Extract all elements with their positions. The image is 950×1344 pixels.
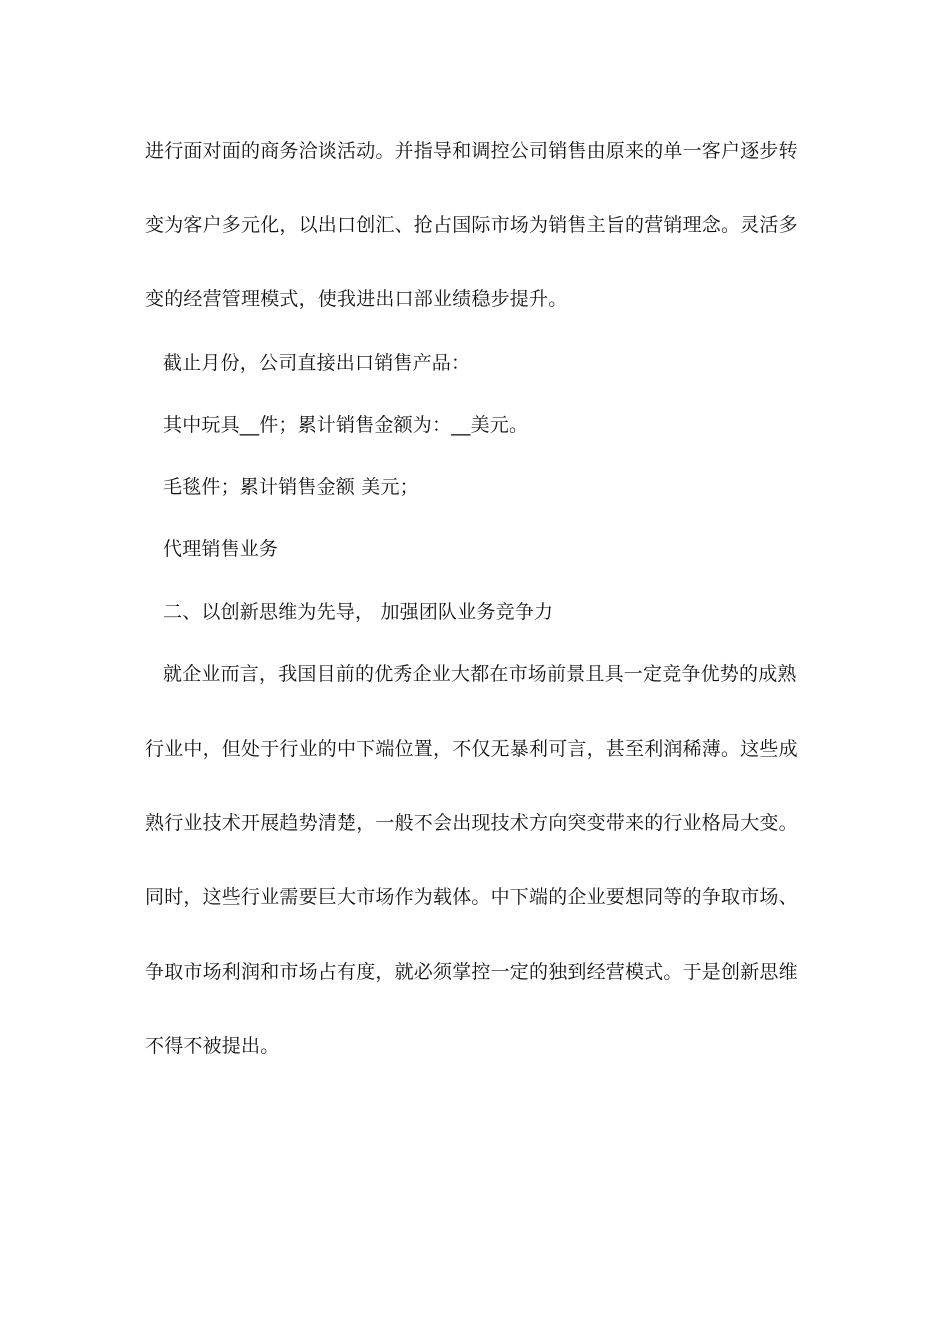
- paragraph-line-1: 进行面对面的商务洽谈活动。并指导和调控公司销售由原来的单一客户逐步转: [145, 140, 798, 162]
- paragraph-line-9: 就企业而言，我国目前的优秀企业大都在市场前景且具一定竞争优势的成熟: [163, 663, 797, 685]
- section-heading: 二、以创新思维为先导， 加强团队业务竞争力: [163, 601, 554, 623]
- paragraph-line-4: 截止月份，公司直接出口销售产品：: [163, 352, 471, 374]
- paragraph-line-6: 毛毯件；累计销售金额 美元；: [163, 476, 419, 498]
- paragraph-line-12: 同时，这些行业需要巨大市场作为载体。中下端的企业要想同等的争取市场、: [145, 886, 798, 908]
- paragraph-line-2: 变为客户多元化，以出口创汇、抢占国际市场为销售主旨的营销理念。灵活多: [145, 214, 798, 236]
- paragraph-line-13: 争取市场利润和市场占有度，就必须掌控一定的独到经营模式。于是创新思维: [145, 961, 798, 983]
- paragraph-line-7: 代理销售业务: [163, 538, 279, 560]
- paragraph-line-14: 不得不被提出。: [145, 1035, 280, 1057]
- paragraph-line-5: 其中玩具__件；累计销售金额为：__美元。: [163, 414, 529, 436]
- paragraph-line-10: 行业中，但处于行业的中下端位置，不仅无暴利可言，甚至利润稀薄。这些成: [145, 738, 798, 760]
- paragraph-line-11: 熟行业技术开展趋势清楚，一般不会出现技术方向突变带来的行业格局大变。: [145, 812, 798, 834]
- paragraph-line-3: 变的经营管理模式，使我进出口部业绩稳步提升。: [145, 288, 568, 310]
